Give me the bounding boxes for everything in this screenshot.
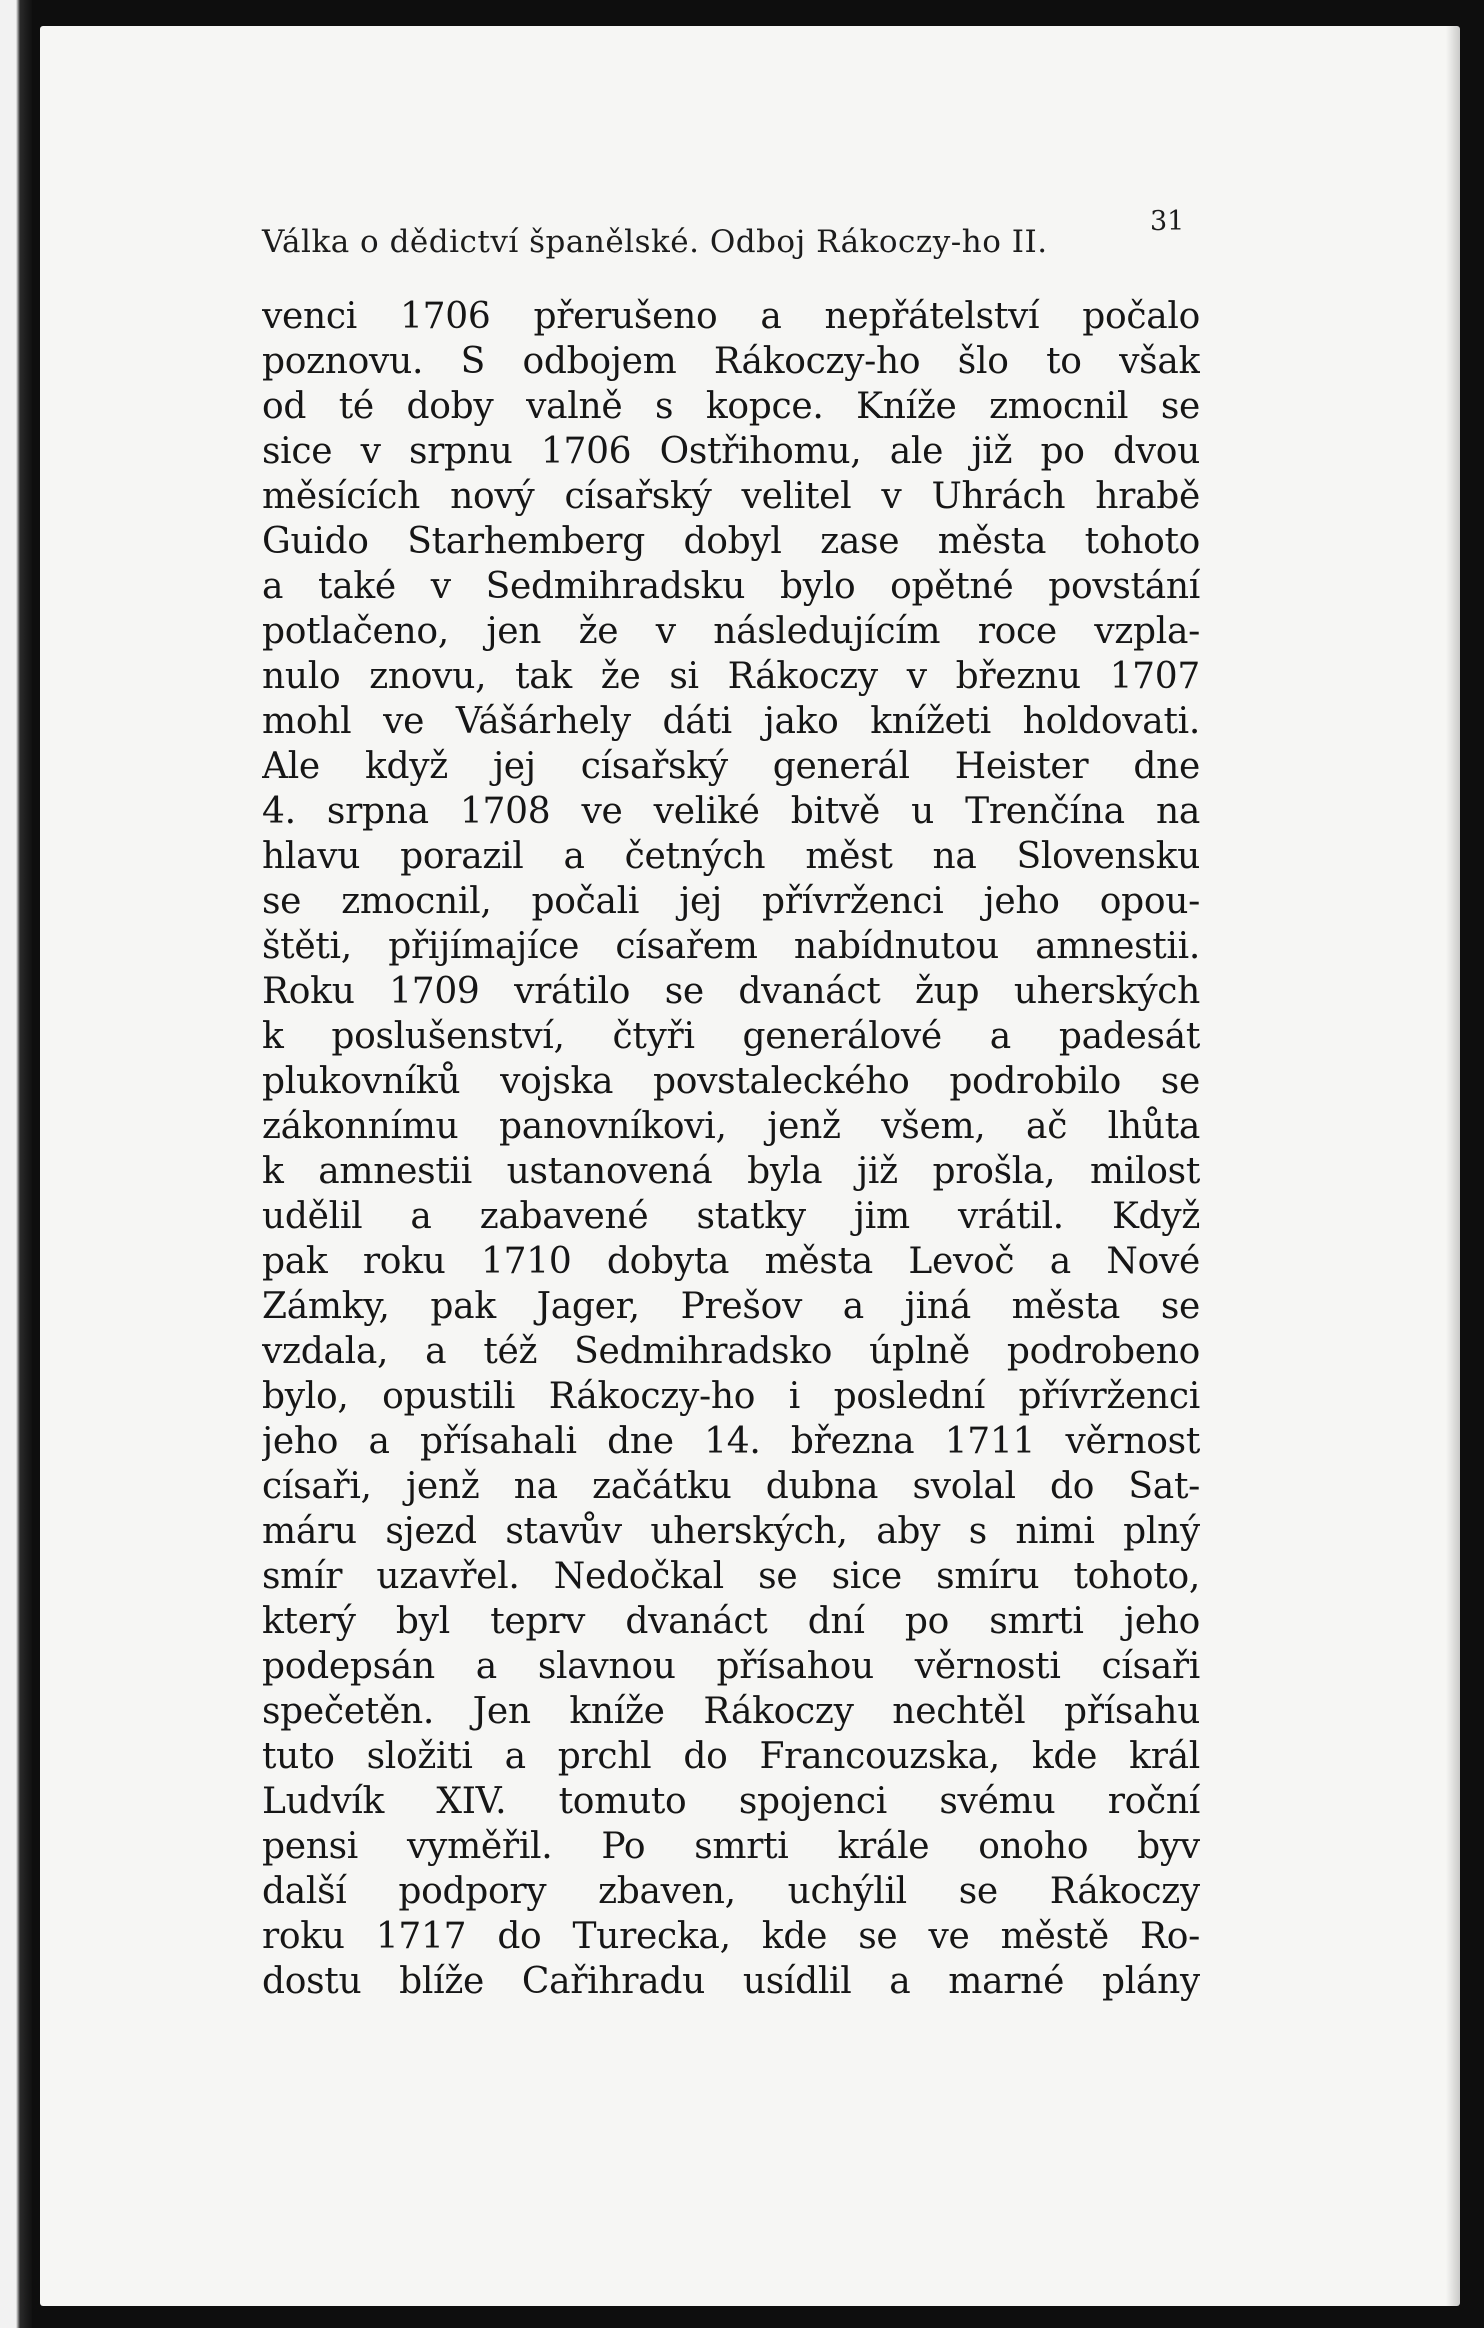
text-line: vzdala, a též Sedmihradsko úplně podrobeno (262, 1331, 1200, 1372)
text-line: Ale když jej císařský generál Heister dne (262, 746, 1200, 787)
page-header (262, 206, 1222, 266)
text-line: roku 1717 do Turecka, kde se ve městě Ro- (262, 1916, 1200, 1957)
text-line: pak roku 1710 dobyta města Levoč a Nové (262, 1241, 1200, 1282)
text-line: bylo, opustili Rákoczy-ho i poslední přívrženci (262, 1376, 1200, 1417)
text-line: Zámky, pak Jager, Prešov a jiná města se (262, 1286, 1200, 1327)
text-line: Guido Starhemberg dobyl zase města tohoto (262, 521, 1200, 562)
text-line: a také v Sedmihradsku bylo opětné povstání (262, 566, 1200, 607)
text-line: spečetěn. Jen kníže Rákoczy nechtěl přísahu (262, 1691, 1200, 1732)
text-line: smír uzavřel. Nedočkal se sice smíru tohoto, (262, 1556, 1200, 1597)
text-line: podepsán a slavnou přísahou věrnosti císaři (262, 1646, 1200, 1687)
text-line: mohl ve Vášárhely dáti jako knížeti holdovati. (262, 701, 1200, 742)
text-line: venci 1706 přerušeno a nepřátelství počalo (262, 296, 1200, 337)
text-line: štěti, přijímajíce císařem nabídnutou amnestii. (262, 926, 1200, 967)
text-line: potlačeno, jen že v následujícím roce vzpla- (262, 611, 1200, 652)
running-title: Válka o dědictví španělské. Odboj Rákoczy-ho II. (262, 224, 1048, 260)
text-line: který byl teprv dvanáct dní po smrti jeho (262, 1601, 1200, 1642)
text-line: sice v srpnu 1706 Ostřihomu, ale již po dvou (262, 431, 1200, 472)
text-line: tuto složiti a prchl do Francouzska, kde král (262, 1736, 1200, 1777)
text-line: měsících nový císařský velitel v Uhrách hrabě (262, 476, 1200, 517)
text-line: jeho a přísahali dne 14. března 1711 věrnost (262, 1421, 1200, 1462)
text-line: další podpory zbaven, uchýlil se Rákoczy (262, 1871, 1200, 1912)
previous-page-edge (0, 0, 32, 2328)
text-line: se zmocnil, počali jej přívrženci jeho opou- (262, 881, 1200, 922)
text-line: dostu blíže Cařihradu usídlil a marné plány (262, 1961, 1200, 2002)
text-line: k poslušenství, čtyři generálové a padesát (262, 1016, 1200, 1057)
text-line: udělil a zabavené statky jim vrátil. Když (262, 1196, 1200, 1237)
text-line: nulo znovu, tak že si Rákoczy v březnu 1707 (262, 656, 1200, 697)
text-line: pensi vyměřil. Po smrti krále onoho byv (262, 1826, 1200, 1867)
text-line: od té doby valně s kopce. Kníže zmocnil se (262, 386, 1200, 427)
body-text (262, 294, 1200, 2004)
text-line: Ludvík XIV. tomuto spojenci svému roční (262, 1781, 1200, 1822)
text-line: 4. srpna 1708 ve veliké bitvě u Trenčína na (262, 791, 1200, 832)
text-line: k amnestii ustanovená byla již prošla, milost (262, 1151, 1200, 1192)
text-line: císaři, jenž na začátku dubna svolal do Sat- (262, 1466, 1200, 1507)
text-line: Roku 1709 vrátilo se dvanáct žup uherských (262, 971, 1200, 1012)
text-line: poznovu. S odbojem Rákoczy-ho šlo to však (262, 341, 1200, 382)
text-line: máru sjezd stavův uherských, aby s nimi plný (262, 1511, 1200, 1552)
text-line: hlavu porazil a četných měst na Slovensku (262, 836, 1200, 877)
page-shadow (1446, 26, 1460, 2306)
page-number: 31 (1150, 206, 1185, 237)
text-line: plukovníků vojska povstaleckého podrobilo se (262, 1061, 1200, 1102)
text-line: zákonnímu panovníkovi, jenž všem, ač lhůta (262, 1106, 1200, 1147)
